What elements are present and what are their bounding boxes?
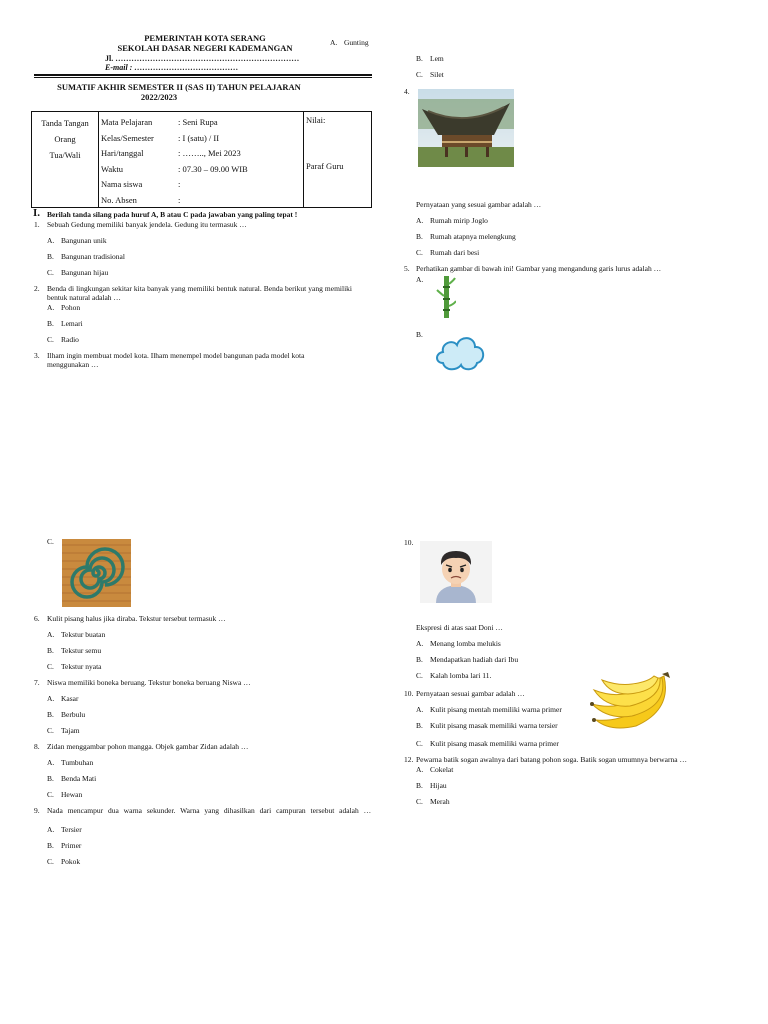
q5-number: 5. [404, 264, 410, 273]
q10-option-c[interactable]: C. Kalah lomba lari 11. [416, 671, 492, 680]
q9-option-a[interactable]: A. Tersier [47, 825, 82, 834]
traditional-house-image [418, 89, 514, 167]
q1-option-a[interactable]: A. Bangunan unik [47, 236, 107, 245]
spiral-coil-icon [62, 539, 131, 607]
q11-text: Pernyataan sesuai gambar adalah … [416, 689, 525, 698]
banana-image [588, 670, 674, 736]
q12-option-b[interactable]: B. Hijau [416, 781, 447, 790]
nilai-label: Nilai: [306, 115, 326, 125]
q5-text: Perhatikan gambar di bawah ini! Gambar yang mengandung garis lurus adalah … [416, 264, 662, 273]
q4-option-b[interactable]: B. Rumah atapnya melengkung [416, 232, 516, 241]
q2-option-c[interactable]: C. Radio [47, 335, 79, 344]
q8-option-b[interactable]: B. Benda Mati [47, 774, 97, 783]
banana-icon [588, 670, 674, 736]
q12-number: 12. [404, 755, 414, 764]
q8-option-c[interactable]: C. Hewan [47, 790, 83, 799]
q2-option-a[interactable]: A. Pohon [47, 303, 81, 312]
header-rule-thick [34, 74, 372, 76]
sign-column: Tanda Tangan Orang Tua/Wali [41, 118, 89, 160]
q9-number: 9. [34, 806, 40, 815]
q3-option-b[interactable]: B. Lem [416, 54, 444, 63]
q7-option-b[interactable]: B. Berbulu [47, 710, 86, 719]
header-address: Jl. …………………………………………………………… [105, 54, 300, 63]
mosquito-coil-image [62, 539, 131, 607]
header-rule-thin [34, 77, 372, 78]
q2-number: 2. [34, 284, 40, 293]
q1-option-b[interactable]: B. Bangunan tradisional [47, 252, 125, 261]
q2-text: Benda di lingkungan sekitar kita banyak yang memiliki bentuk natural. Benda berikut yang memiliki bentuk natural adalah … [47, 284, 352, 302]
q5-option-b[interactable]: B. [416, 330, 423, 339]
q6-option-c[interactable]: C. Tekstur nyata [47, 662, 102, 671]
q3-option-a[interactable]: A. Gunting [330, 38, 369, 47]
q9-option-b[interactable]: B. Primer [47, 841, 82, 850]
header-gov: PEMERINTAH KOTA SERANG [144, 33, 266, 43]
q10-option-b[interactable]: B. Mendapatkan hadiah dari Ibu [416, 655, 519, 664]
section-roman: I. [33, 207, 41, 219]
q9-option-c[interactable]: C. Pokok [47, 857, 81, 866]
header-school: SEKOLAH DASAR NEGERI KADEMANGAN [117, 43, 293, 53]
cloud-icon [433, 327, 487, 375]
q11-number: 10. [404, 689, 414, 698]
q3-number: 3. [34, 351, 40, 360]
cloud-image [433, 327, 487, 375]
q7-option-c[interactable]: C. Tajam [47, 726, 80, 735]
q4-text: Pernyataan yang sesuai gambar adalah … [416, 200, 542, 209]
q4-option-a[interactable]: A. Rumah mirip Joglo [416, 216, 488, 225]
q4-option-c[interactable]: C. Rumah dari besi [416, 248, 480, 257]
q7-number: 7. [34, 678, 40, 687]
bamboo-icon [436, 276, 456, 318]
q2-option-b[interactable]: B. Lemari [47, 319, 83, 328]
q10-number: 10. [404, 538, 414, 547]
q4-number: 4. [404, 87, 410, 96]
q11-option-a[interactable]: A. Kulit pisang mentah memiliki warna primer [416, 705, 562, 714]
sad-face-icon [420, 541, 492, 603]
traditional-house-icon [418, 89, 514, 167]
exam-title: SUMATIF AKHIR SEMESTER II (SAS II) TAHUN PELAJARAN [57, 82, 301, 92]
info-labels: Mata Pelajaran Kelas/Semester Hari/tanggal Waktu Nama siswa No. Absen [101, 117, 154, 205]
sad-boy-image [420, 541, 492, 603]
paraf-label: Paraf Guru [306, 161, 344, 171]
q8-number: 8. [34, 742, 40, 751]
q3-text: Ilham ingin membuat model kota. Ilham menempel model bangunan pada model kota menggunakan … [47, 351, 305, 369]
q8-option-a[interactable]: A. Tumbuhan [47, 758, 94, 767]
exam-year: 2022/2023 [140, 92, 178, 102]
q12-option-a[interactable]: A. Cokelat [416, 765, 454, 774]
bamboo-image [436, 276, 456, 318]
q9-text: Nada mencampur dua warna sekunder. Warna yang dihasilkan dari campuran tersebut adalah … [47, 806, 372, 815]
header-email: E-mail : ………………………………… [105, 63, 239, 72]
q12-text: Pewarna batik sogan awalnya dari batang pohon soga. Batik sogan umumnya berwarna … [416, 755, 687, 764]
q11-option-c[interactable]: C. Kulit pisang masak memiliki warna primer [416, 739, 559, 748]
info-table [31, 111, 372, 208]
q7-text: Niswa memiliki boneka beruang. Tekstur boneka beruang Niswa … [47, 678, 251, 687]
instruction-text: Berilah tanda silang pada huruf A, B atau C pada jawaban yang paling tepat ! [47, 210, 298, 219]
q3-option-c[interactable]: C. Silet [416, 70, 444, 79]
q5-option-c[interactable]: C. [47, 537, 54, 546]
q11-option-b[interactable]: B. Kulit pisang masak memiliki warna tersier [416, 721, 558, 730]
q5-option-a[interactable]: A. [416, 275, 424, 284]
q6-option-b[interactable]: B. Tekstur semu [47, 646, 102, 655]
q6-text: Kulit pisang halus jika diraba. Tekstur tersebut termasuk … [47, 614, 226, 623]
q6-number: 6. [34, 614, 40, 623]
q1-option-c[interactable]: C. Bangunan hijau [47, 268, 109, 277]
q6-option-a[interactable]: A. Tekstur buatan [47, 630, 106, 639]
q10-option-a[interactable]: A. Menang lomba melukis [416, 639, 501, 648]
q10-text: Ekspresi di atas saat Doni … [416, 623, 503, 632]
q1-number: 1. [34, 220, 40, 229]
q12-option-c[interactable]: C. Merah [416, 797, 450, 806]
q7-option-a[interactable]: A. Kasar [47, 694, 79, 703]
info-values: : Seni Rupa : I (satu) / II : …….., Mei 2023 : 07.30 – 09.00 WIB : : [178, 117, 248, 205]
q8-text: Zidan menggambar pohon mangga. Objek gambar Zidan adalah … [47, 742, 249, 751]
q1-text: Sebuah Gedung memiliki banyak jendela. Gedung itu termasuk … [47, 220, 247, 229]
